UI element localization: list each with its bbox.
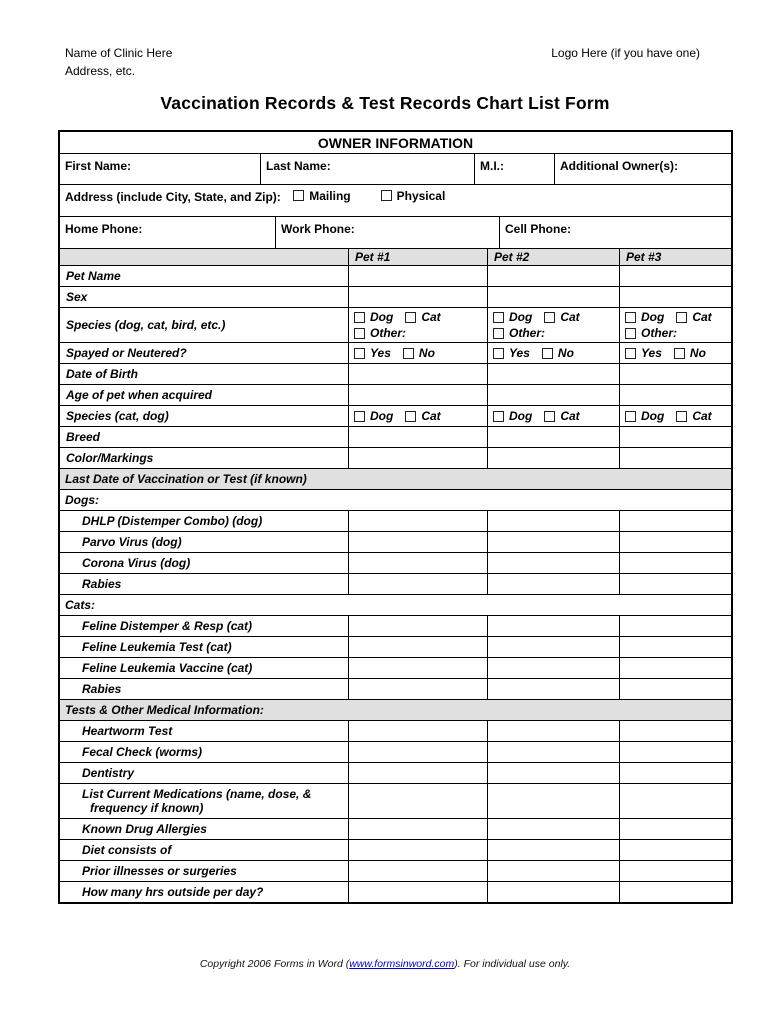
pet1-pet-name-cell (348, 266, 487, 286)
mailing-label: Mailing (309, 188, 351, 203)
row-label: Feline Leukemia Test (cat) (82, 640, 232, 654)
page-header (0, 0, 770, 80)
row-date-of-birth (60, 363, 731, 384)
row-label: Species (dog, cat, bird, etc.) (66, 318, 226, 332)
row-label: Heartworm Test (82, 724, 173, 738)
pet1-spayed-yes-checkbox[interactable] (354, 348, 365, 359)
subsection-dogs (60, 489, 731, 510)
pet2-medications-cell (487, 784, 619, 818)
row-rabies-cat (60, 678, 731, 699)
first-name-label: First Name: (65, 159, 132, 173)
logo-placeholder: Logo Here (if you have one) (551, 46, 700, 60)
pet2-species2-cell: Dog Cat (487, 406, 619, 426)
page-title: Vaccination Records & Test Records Chart List Form (160, 93, 610, 113)
home-phone-cell (60, 217, 275, 248)
row-label: Known Drug Allergies (82, 822, 207, 836)
pet2-pet-name-cell (487, 266, 619, 286)
pet3-sex-cell (619, 287, 731, 307)
pet2-illnesses-cell (487, 861, 619, 881)
pet1-species-cell: Dog Cat Other: (348, 308, 487, 342)
row-label: Feline Leukemia Vaccine (cat) (82, 661, 253, 675)
pet3-spayed-no-checkbox[interactable] (674, 348, 685, 359)
subsection-label: Cats: (65, 598, 96, 612)
pet2-corona-cell (487, 553, 619, 573)
pet2-fecal-cell (487, 742, 619, 762)
row-drug-allergies (60, 818, 731, 839)
clinic-info (65, 44, 172, 80)
last-name-label: Last Name: (266, 159, 331, 173)
section-tests-other (60, 699, 731, 720)
clinic-address: Address, etc. (65, 64, 136, 78)
address-row (60, 184, 731, 216)
pet1-species-dog-checkbox[interactable] (354, 312, 365, 323)
row-corona (60, 552, 731, 573)
pet1-dhlp-cell (348, 511, 487, 531)
pet2-heartworm-cell (487, 721, 619, 741)
pet3-corona-cell (619, 553, 731, 573)
pet2-dob-cell (487, 364, 619, 384)
pet1-parvo-cell (348, 532, 487, 552)
pet3-species-cell: Dog Cat Other: (619, 308, 731, 342)
physical-label: Physical (396, 188, 446, 203)
row-heartworm (60, 720, 731, 741)
pet2-feline-leukemia-vaccine-cell (487, 658, 619, 678)
pet2-feline-leukemia-test-cell (487, 637, 619, 657)
pet3-pet-name-cell (619, 266, 731, 286)
pet1-sex-cell (348, 287, 487, 307)
pet2-color-cell (487, 448, 619, 468)
pet2-species2-cat-checkbox[interactable] (544, 411, 555, 422)
pet1-species2-cell: Dog Cat (348, 406, 487, 426)
pet3-spayed-cell: Yes No (619, 343, 731, 363)
pet2-hours-outside-cell (487, 882, 619, 902)
section-last-vaccination (60, 468, 731, 489)
pet2-species-other-checkbox[interactable] (493, 328, 504, 339)
pet1-fecal-cell (348, 742, 487, 762)
pet1-species2-cat-checkbox[interactable] (405, 411, 416, 422)
row-label: Age of pet when acquired (66, 388, 213, 402)
form-table (58, 130, 733, 904)
row-feline-leukemia-test (60, 636, 731, 657)
formsinword-link[interactable]: www.formsinword.com (349, 958, 455, 970)
additional-owners-cell (554, 154, 731, 184)
row-pet-name (60, 265, 731, 286)
pet3-medications-cell (619, 784, 731, 818)
pet2-sex-cell (487, 287, 619, 307)
pet2-age-cell (487, 385, 619, 405)
middle-initial-cell (474, 154, 554, 184)
pet1-illnesses-cell (348, 861, 487, 881)
pet2-diet-cell (487, 840, 619, 860)
pet1-species-cat-checkbox[interactable] (405, 312, 416, 323)
row-spayed-neutered (60, 342, 731, 363)
pet2-rabies-dog-cell (487, 574, 619, 594)
pet1-rabies-cat-cell (348, 679, 487, 699)
row-diet (60, 839, 731, 860)
pet1-feline-leukemia-test-cell (348, 637, 487, 657)
clinic-name: Name of Clinic Here (65, 46, 173, 60)
cell-phone-label: Cell Phone: (505, 222, 572, 236)
pet1-species2-dog-checkbox[interactable] (354, 411, 365, 422)
address-cell (60, 185, 731, 216)
pet1-feline-distemper-cell (348, 616, 487, 636)
row-feline-leukemia-vaccine (60, 657, 731, 678)
pet2-spayed-no-checkbox[interactable] (542, 348, 553, 359)
pet1-diet-cell (348, 840, 487, 860)
work-phone-cell (275, 217, 499, 248)
pet3-parvo-cell (619, 532, 731, 552)
pet2-column-header: Pet #2 (487, 249, 619, 265)
row-prior-illnesses (60, 860, 731, 881)
row-species-full (60, 307, 731, 342)
row-label: Date of Birth (66, 367, 138, 381)
pet1-feline-leukemia-vaccine-cell (348, 658, 487, 678)
row-label: Color/Markings (66, 451, 154, 465)
pet1-allergies-cell (348, 819, 487, 839)
pet3-species2-cat-checkbox[interactable] (676, 411, 687, 422)
pet3-diet-cell (619, 840, 731, 860)
pet2-species-cat-checkbox[interactable] (544, 312, 555, 323)
pet2-breed-cell (487, 427, 619, 447)
pet2-species-dog-checkbox[interactable] (493, 312, 504, 323)
row-label: Pet Name (66, 269, 121, 283)
pet1-medications-cell (348, 784, 487, 818)
row-label: Spayed or Neutered? (66, 346, 187, 360)
row-sex (60, 286, 731, 307)
row-fecal-check (60, 741, 731, 762)
pet3-hours-outside-cell (619, 882, 731, 902)
pet3-species2-cell: Dog Cat (619, 406, 731, 426)
row-label: Diet consists of (82, 843, 172, 857)
pet1-breed-cell (348, 427, 487, 447)
pet1-hours-outside-cell (348, 882, 487, 902)
pet1-rabies-dog-cell (348, 574, 487, 594)
row-label: Species (cat, dog) (66, 409, 169, 423)
pet3-dhlp-cell (619, 511, 731, 531)
pet3-dob-cell (619, 364, 731, 384)
first-name-cell (60, 154, 260, 184)
row-label: Parvo Virus (dog) (82, 535, 182, 549)
pet-header-corner-cell (60, 249, 348, 265)
subsection-cats (60, 594, 731, 615)
pet3-allergies-cell (619, 819, 731, 839)
pet3-species-dog-checkbox[interactable] (625, 312, 636, 323)
row-label: Feline Distemper & Resp (cat) (82, 619, 253, 633)
pet2-spayed-cell: Yes No (487, 343, 619, 363)
work-phone-label: Work Phone: (281, 222, 355, 236)
mailing-checkbox[interactable] (293, 190, 304, 201)
pet1-spayed-no-checkbox[interactable] (403, 348, 414, 359)
row-label: List Current Medications (name, dose, & frequency if known) (82, 787, 312, 815)
row-label: Rabies (82, 577, 122, 591)
row-dhlp (60, 510, 731, 531)
subsection-label: Dogs: (65, 493, 99, 507)
row-label: Breed (66, 430, 101, 444)
pet3-feline-leukemia-vaccine-cell (619, 658, 731, 678)
pet2-allergies-cell (487, 819, 619, 839)
pet3-feline-distemper-cell (619, 616, 731, 636)
pet2-spayed-yes-checkbox[interactable] (493, 348, 504, 359)
pet3-fecal-cell (619, 742, 731, 762)
pet1-dob-cell (348, 364, 487, 384)
home-phone-label: Home Phone: (65, 222, 143, 236)
pet3-heartworm-cell (619, 721, 731, 741)
pet3-species-cat-checkbox[interactable] (676, 312, 687, 323)
pet3-spayed-yes-checkbox[interactable] (625, 348, 636, 359)
pet1-spayed-cell: Yes No (348, 343, 487, 363)
pet1-corona-cell (348, 553, 487, 573)
row-label: Dentistry (82, 766, 135, 780)
row-label: Fecal Check (worms) (82, 745, 203, 759)
pet2-dhlp-cell (487, 511, 619, 531)
pet3-age-cell (619, 385, 731, 405)
row-color-markings (60, 447, 731, 468)
pet2-parvo-cell (487, 532, 619, 552)
pet2-feline-distemper-cell (487, 616, 619, 636)
row-hours-outside (60, 881, 731, 902)
owner-section-title: OWNER INFORMATION (317, 134, 474, 151)
address-label: Address (include City, State, and Zip): (65, 190, 281, 204)
pet3-breed-cell (619, 427, 731, 447)
pet2-species2-dog-checkbox[interactable] (493, 411, 504, 422)
pet1-column-header: Pet #1 (348, 249, 487, 265)
pet1-heartworm-cell (348, 721, 487, 741)
copyright-text-prefix: Copyright 2006 Forms in Word ( (199, 958, 350, 970)
phones-row (60, 216, 731, 248)
physical-checkbox[interactable] (381, 190, 392, 201)
additional-owners-label: Additional Owner(s): (560, 159, 678, 173)
row-dentistry (60, 762, 731, 783)
pet3-illnesses-cell (619, 861, 731, 881)
pet1-dentistry-cell (348, 763, 487, 783)
row-label: DHLP (Distemper Combo) (dog) (82, 514, 263, 528)
row-species-catdog (60, 405, 731, 426)
pet3-rabies-dog-cell (619, 574, 731, 594)
owner-names-row (60, 153, 731, 184)
row-parvo (60, 531, 731, 552)
pet3-species2-dog-checkbox[interactable] (625, 411, 636, 422)
row-breed (60, 426, 731, 447)
pet3-dentistry-cell (619, 763, 731, 783)
section-label: Last Date of Vaccination or Test (if known) (65, 472, 307, 486)
pet3-column-header: Pet #3 (619, 249, 731, 265)
row-label: Sex (66, 290, 88, 304)
middle-initial-label: M.I.: (480, 159, 504, 173)
last-name-cell (260, 154, 474, 184)
row-label: Prior illnesses or surgeries (82, 864, 237, 878)
pet3-species-other-checkbox[interactable] (625, 328, 636, 339)
pet3-rabies-cat-cell (619, 679, 731, 699)
pet2-dentistry-cell (487, 763, 619, 783)
row-rabies-dog (60, 573, 731, 594)
row-label: Corona Virus (dog) (82, 556, 191, 570)
row-age-acquired (60, 384, 731, 405)
section-label: Tests & Other Medical Information: (65, 703, 264, 717)
row-label: How many hrs outside per day? (82, 885, 264, 899)
row-feline-distemper (60, 615, 731, 636)
pet2-species-cell: Dog Cat Other: (487, 308, 619, 342)
copyright-footer (0, 958, 770, 970)
copyright-text-suffix: ). For individual use only. (454, 958, 571, 970)
owner-section-header (60, 132, 731, 153)
pet1-color-cell (348, 448, 487, 468)
pet3-feline-leukemia-test-cell (619, 637, 731, 657)
cell-phone-cell (499, 217, 731, 248)
row-label: Rabies (82, 682, 122, 696)
pet3-color-cell (619, 448, 731, 468)
pet2-rabies-cat-cell (487, 679, 619, 699)
pet1-species-other-checkbox[interactable] (354, 328, 365, 339)
row-current-medications (60, 783, 731, 818)
pet-columns-header (60, 248, 731, 265)
pet1-age-cell (348, 385, 487, 405)
